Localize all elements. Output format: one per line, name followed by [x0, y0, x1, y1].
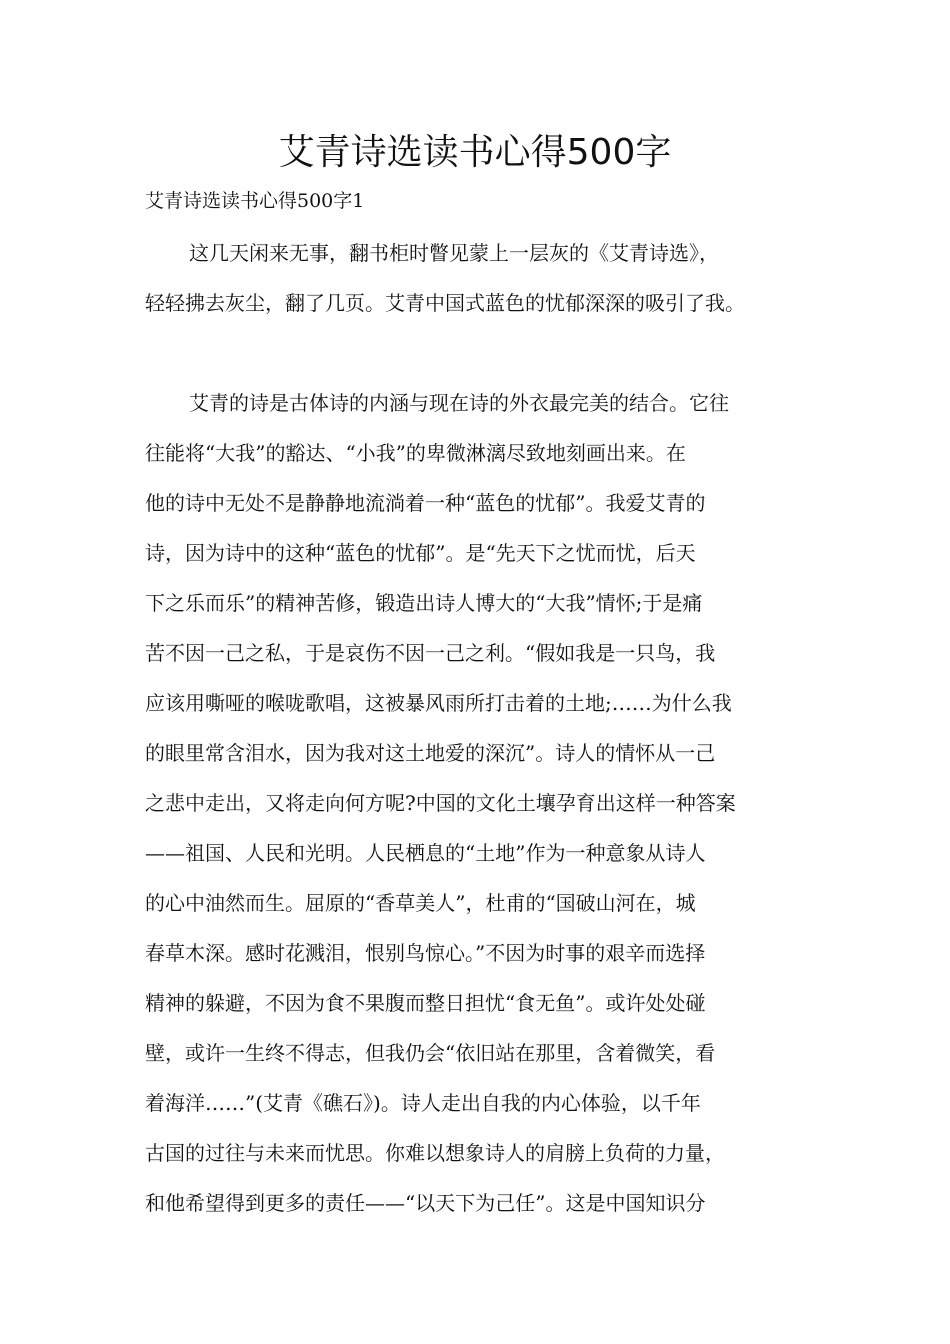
- paragraph-line: ——祖国、人民和光明。人民栖息的“土地”作为一种意象从诗人: [145, 841, 706, 865]
- paragraph-line: 下之乐而乐”的精神苦修，锻造出诗人博大的“大我”情怀;于是痛: [145, 591, 703, 615]
- paragraph-line: 艾青的诗是古体诗的内涵与现在诗的外衣最完美的结合。它往: [189, 391, 729, 415]
- paragraph-line: 着海洋……”(艾青《礁石》)。诗人走出自我的内心体验，以千年: [145, 1091, 701, 1115]
- paragraph-line: 苦不因一己之私，于是哀伤不因一己之利。“假如我是一只鸟，我: [145, 641, 716, 665]
- paragraph-line: 春草木深。感时花溅泪，恨别鸟惊心。”不因为时事的艰辛而选择: [145, 941, 706, 965]
- document-title: 艾青诗选读书心得500字: [278, 132, 672, 173]
- paragraph-line: 和他希望得到更多的责任——“以天下为己任”。这是中国知识分: [145, 1191, 706, 1215]
- paragraph-line: 这几天闲来无事，翻书柜时瞥见蒙上一层灰的《艾青诗选》，: [189, 241, 719, 265]
- paragraph-line: 的心中油然而生。屈原的“香草美人”，杜甫的“国破山河在，城: [145, 891, 696, 915]
- paragraph-line: 轻轻拂去灰尘，翻了几页。艾青中国式蓝色的忧郁深深的吸引了我。: [145, 291, 745, 315]
- paragraph-line: 的眼里常含泪水，因为我对这土地爱的深沉”。诗人的情怀从一己: [145, 741, 716, 765]
- paragraph-2: [145, 378, 825, 1228]
- paragraph-line: 古国的过往与未来而忧思。你难以想象诗人的肩膀上负荷的力量，: [145, 1141, 725, 1165]
- paragraph-line: 往能将“大我”的豁达、“小我”的卑微淋漓尽致地刻画出来。在: [145, 441, 686, 465]
- paragraph-line: 壁，或许一生终不得志，但我仍会“依旧站在那里，含着微笑，看: [145, 1041, 716, 1065]
- section-subtitle: 艾青诗选读书心得500字1: [145, 190, 365, 212]
- paragraph-line: 精神的躲避，不因为食不果腹而整日担忧“食无鱼”。或许处处碰: [145, 991, 706, 1015]
- paragraph-line: 诗，因为诗中的这种“蓝色的忧郁”。是“先天下之忧而忧，后天: [145, 541, 696, 565]
- paragraph-line: 应该用嘶哑的喉咙歌唱，这被暴风雨所打击着的土地;……为什么我: [145, 691, 732, 715]
- paragraph-1: [145, 228, 825, 328]
- paragraph-line: 他的诗中无处不是静静地流淌着一种“蓝色的忧郁”。我爱艾青的: [145, 491, 706, 515]
- paragraph-line: 之悲中走出，又将走向何方呢?中国的文化土壤孕育出这样一种答案: [145, 791, 736, 815]
